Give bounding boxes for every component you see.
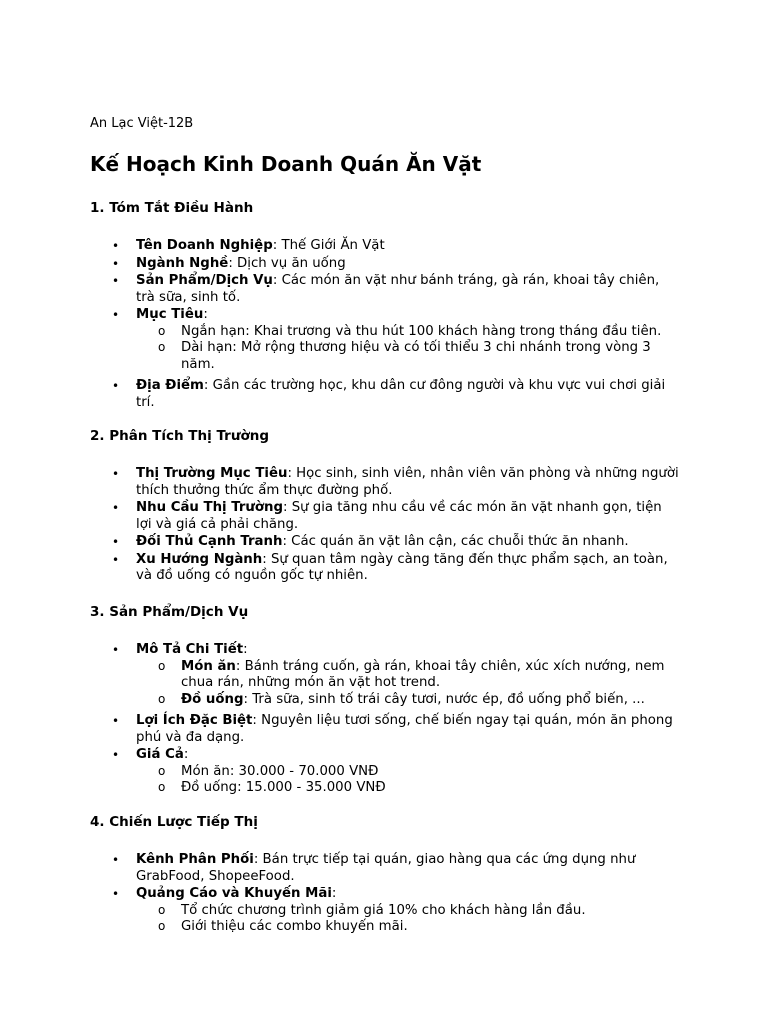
sub-list-item: o Món ăn: 30.000 - 70.000 VNĐ xyxy=(158,763,379,779)
section-marketing-strategy xyxy=(90,814,690,937)
bullet-icon: • xyxy=(112,239,120,253)
circle-bullet-icon: o xyxy=(158,340,166,354)
circle-bullet-icon: o xyxy=(158,919,166,933)
circle-bullet-icon: o xyxy=(158,691,166,706)
bullet-icon: • xyxy=(112,748,120,762)
circle-bullet-icon: o xyxy=(158,902,166,917)
circle-bullet-icon: o xyxy=(158,763,166,778)
bullet-icon: • xyxy=(112,552,120,567)
section-market-analysis xyxy=(90,428,690,586)
section-heading: 4. Chiến Lược Tiếp Thị xyxy=(90,814,258,830)
list-item: • Tên Doanh Nghiệp: Thế Giới Ăn Vặt xyxy=(112,238,385,253)
section-executive-summary xyxy=(90,200,690,412)
sub-list-item: o Giới thiệu các combo khuyến mãi. xyxy=(158,919,408,934)
section-heading: 2. Phân Tích Thị Trường xyxy=(90,428,269,444)
bullet-icon: • xyxy=(112,274,120,288)
list-item: • Xu Hướng Ngành: Sự quan tâm ngày càng tăng đến thực phẩm sạch, an toàn, và đồ uống có nguồn gốc tự nhiên. xyxy=(112,551,668,583)
list-item: • Mô Tả Chi Tiết: o Món ăn: Bánh tráng cuốn, gà rán, khoai tây chiên, xúc xích nướng, nem chua rán, những món ăn vặt hot trend. o Đồ uống: Trà sữa, sinh tố trái cây tươi, nước ép, đồ uống phổ biến, ... xyxy=(90,642,681,708)
sub-list-item: o Tổ chức chương trình giảm giá 10% cho khách hàng lần đầu. xyxy=(158,902,586,918)
list-item: • Địa Điểm: Gần các trường học, khu dân cư đông người và khu vực vui chơi giải trí. xyxy=(112,378,666,410)
bullet-icon: • xyxy=(112,379,120,393)
list-item: • Lợi Ích Đặc Biệt: Nguyên liệu tươi sống, chế biến ngay tại quán, món ăn phong phú và đa dạng. xyxy=(112,713,673,745)
bullet-icon: • xyxy=(112,467,120,481)
circle-bullet-icon: o xyxy=(158,658,166,673)
bullet-icon: • xyxy=(112,501,120,515)
sub-list-item: o Đồ uống: Trà sữa, sinh tố trái cây tươi, nước ép, đồ uống phổ biến, ... xyxy=(158,691,645,707)
list-item: • Đối Thủ Cạnh Tranh: Các quán ăn vặt lân cận, các chuỗi thức ăn nhanh. xyxy=(112,534,629,549)
section-products-services xyxy=(90,604,690,798)
bullet-icon: • xyxy=(112,308,120,322)
list-item: • Nhu Cầu Thị Trường: Sự gia tăng nhu cầu về các món ăn vặt nhanh gọn, tiện lợi và giá cả phải chăng. xyxy=(112,500,662,532)
list-item: • Mục Tiêu: o Ngắn hạn: Khai trương và thu hút 100 khách hàng trong tháng đầu tiên. o Dài hạn: Mở rộng thương hiệu và có tối thiểu 3 chi nhánh trong vòng 3 năm. xyxy=(90,307,681,373)
bullet-icon: • xyxy=(112,256,120,271)
bullet-icon: • xyxy=(112,643,120,657)
list-item: • Kênh Phân Phối: Bán trực tiếp tại quán, giao hàng qua các ứng dụng như GrabFood, ShopeeFood. xyxy=(112,852,636,884)
list-item: • Ngành Nghề: Dịch vụ ăn uống xyxy=(112,255,346,271)
document-title: Kế Hoạch Kinh Doanh Quán Ăn Vặt xyxy=(90,152,482,176)
list-item: • Giá Cả: o Món ăn: 30.000 - 70.000 VNĐ o Đồ uống: 15.000 - 35.000 VNĐ xyxy=(90,747,681,797)
list-item: • Quảng Cáo và Khuyến Mãi: o Tổ chức chương trình giảm giá 10% cho khách hàng lần đầu. o Giới thiệu các combo khuyến mãi. xyxy=(90,886,681,936)
list-item: • Sản Phẩm/Dịch Vụ: Các món ăn vặt như bánh tráng, gà rán, khoai tây chiên, trà sữa, sinh tố. xyxy=(112,273,660,305)
author-line: An Lạc Việt-12B xyxy=(90,116,194,131)
section-heading: 3. Sản Phẩm/Dịch Vụ xyxy=(90,604,249,620)
bullet-icon: • xyxy=(112,535,120,549)
section-heading: 1. Tóm Tắt Điều Hành xyxy=(90,200,254,216)
sub-list-item: o Đồ uống: 15.000 - 35.000 VNĐ xyxy=(158,780,386,795)
bullet-icon: • xyxy=(112,853,120,867)
circle-bullet-icon: o xyxy=(158,323,166,338)
sub-list-item: o Ngắn hạn: Khai trương và thu hút 100 khách hàng trong tháng đầu tiên. xyxy=(158,323,662,339)
sub-list-item: o Món ăn: Bánh tráng cuốn, gà rán, khoai tây chiên, xúc xích nướng, nem chua rán, những món ăn vặt hot trend. xyxy=(158,658,665,690)
circle-bullet-icon: o xyxy=(158,780,166,794)
bullet-icon: • xyxy=(112,887,120,901)
sub-list-item: o Dài hạn: Mở rộng thương hiệu và có tối thiểu 3 chi nhánh trong vòng 3 năm. xyxy=(158,340,651,372)
list-item: • Thị Trường Mục Tiêu: Học sinh, sinh viên, nhân viên văn phòng và những người thích thưởng thức ẩm thực đường phố. xyxy=(112,466,679,498)
bullet-icon: • xyxy=(112,714,120,728)
